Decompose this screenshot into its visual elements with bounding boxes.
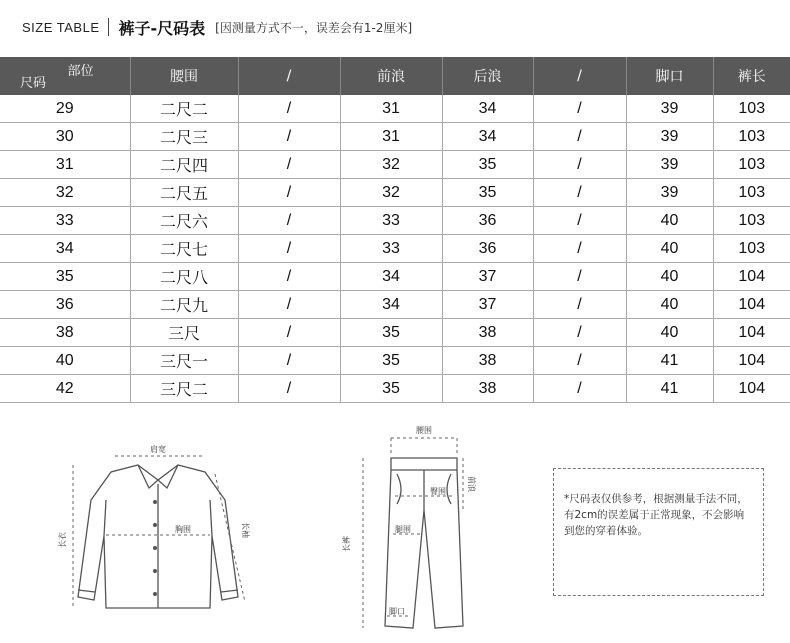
table-row [0, 207, 790, 235]
table-cell: / [238, 151, 340, 179]
shoulder-label: 肩宽 [150, 445, 166, 454]
table-cell: 103 [713, 95, 790, 123]
corner-header [0, 57, 130, 95]
waist-label: 腰围 [416, 426, 432, 435]
table-cell: 104 [713, 319, 790, 347]
table-cell: 103 [713, 207, 790, 235]
table-cell: 33 [340, 207, 442, 235]
table-cell: 34 [442, 95, 533, 123]
table-body [0, 95, 790, 403]
corner-size-label: 尺码 [20, 76, 47, 91]
header-divider [108, 18, 109, 36]
size-cell: 35 [0, 263, 130, 291]
table-cell: / [533, 123, 626, 151]
table-cell: / [533, 319, 626, 347]
table-cell: 40 [626, 319, 713, 347]
note-box [553, 468, 764, 596]
column-header: 后浪 [442, 57, 533, 95]
table-cell: / [238, 207, 340, 235]
size-cell: 33 [0, 207, 130, 235]
header-cn-title: 裤子-尺码表 [118, 18, 206, 38]
table-cell: 39 [626, 179, 713, 207]
table-cell: / [238, 95, 340, 123]
table-cell: 104 [713, 347, 790, 375]
table-cell: 41 [626, 375, 713, 403]
table-cell: / [533, 263, 626, 291]
table-cell: / [238, 179, 340, 207]
table-cell: 34 [442, 123, 533, 151]
table-cell: 103 [713, 235, 790, 263]
table-cell: / [533, 95, 626, 123]
size-cell: 42 [0, 375, 130, 403]
table-cell: 31 [340, 95, 442, 123]
shirt-outline-icon [78, 465, 238, 608]
table-cell: 35 [340, 319, 442, 347]
table-row [0, 375, 790, 403]
thigh-label: 腿围 [395, 525, 411, 534]
table-cell: 35 [340, 347, 442, 375]
table-cell: 二尺八 [130, 263, 238, 291]
table-cell: / [533, 207, 626, 235]
table-cell: 34 [340, 263, 442, 291]
table-cell: 三尺二 [130, 375, 238, 403]
table-cell: 37 [442, 263, 533, 291]
table-row [0, 235, 790, 263]
table-cell: 二尺二 [130, 95, 238, 123]
table-row [0, 179, 790, 207]
table-cell: 40 [626, 235, 713, 263]
table-header-row [0, 57, 790, 95]
shirt-diagram [55, 440, 270, 620]
table-cell: 37 [442, 291, 533, 319]
header-en-title: SIZE TABLE [22, 19, 100, 35]
table-cell: / [533, 151, 626, 179]
table-cell: 35 [442, 151, 533, 179]
column-header: 裤长 [713, 57, 790, 95]
table-cell: 二尺三 [130, 123, 238, 151]
pants-length-label: 长裤 [342, 536, 351, 552]
header-note: [因测量方式不一，误差会有1-2厘米] [215, 20, 413, 35]
corner-part-label: 部位 [67, 64, 94, 79]
table-cell: 33 [340, 235, 442, 263]
size-table [0, 57, 790, 403]
size-cell: 38 [0, 319, 130, 347]
table-cell: 二尺七 [130, 235, 238, 263]
table-cell: 103 [713, 179, 790, 207]
table-cell: 32 [340, 179, 442, 207]
pants-diagram [335, 418, 495, 638]
table-cell: / [238, 375, 340, 403]
table-cell: 39 [626, 95, 713, 123]
table-cell: 二尺六 [130, 207, 238, 235]
table-cell: 31 [340, 123, 442, 151]
table-row [0, 291, 790, 319]
table-cell: 36 [442, 235, 533, 263]
size-cell: 30 [0, 123, 130, 151]
table-row [0, 263, 790, 291]
table-cell: 41 [626, 347, 713, 375]
column-header: 腰围 [130, 57, 238, 95]
table-cell: / [238, 347, 340, 375]
size-cell: 32 [0, 179, 130, 207]
size-cell: 29 [0, 95, 130, 123]
chest-label: 胸围 [175, 525, 191, 534]
page-header [22, 14, 412, 40]
size-cell: 40 [0, 347, 130, 375]
table-cell: 三尺 [130, 319, 238, 347]
pants-outline-icon [385, 458, 463, 628]
table-row [0, 123, 790, 151]
table-row [0, 95, 790, 123]
table-cell: / [533, 179, 626, 207]
table-cell: 二尺五 [130, 179, 238, 207]
table-cell: 35 [442, 179, 533, 207]
size-cell: 36 [0, 291, 130, 319]
table-cell: 二尺四 [130, 151, 238, 179]
table-cell: 40 [626, 263, 713, 291]
table-cell: 103 [713, 123, 790, 151]
front-rise-label: 前浪 [467, 476, 476, 492]
table-cell: / [238, 123, 340, 151]
table-cell: 38 [442, 347, 533, 375]
table-cell: / [533, 291, 626, 319]
column-header: 脚口 [626, 57, 713, 95]
table-cell: 36 [442, 207, 533, 235]
table-cell: 39 [626, 151, 713, 179]
shirt-length-label: 长衣 [58, 532, 67, 548]
table-cell: / [238, 263, 340, 291]
column-header: / [533, 57, 626, 95]
table-cell: 38 [442, 375, 533, 403]
table-row [0, 151, 790, 179]
table-cell: / [238, 235, 340, 263]
column-header: / [238, 57, 340, 95]
leg-opening-label: 脚口 [389, 607, 405, 616]
table-row [0, 319, 790, 347]
note-text: *尺码表仅供参考，根据测量手法不同，有2cm的误差属于正常现象，不会影响到您的穿着体验。 [564, 493, 748, 537]
table-cell: 40 [626, 291, 713, 319]
table-cell: 32 [340, 151, 442, 179]
table-cell: / [238, 319, 340, 347]
table-cell: 104 [713, 291, 790, 319]
table-cell: 三尺一 [130, 347, 238, 375]
table-cell: 35 [340, 375, 442, 403]
table-row [0, 347, 790, 375]
table-cell: / [533, 375, 626, 403]
table-cell: / [238, 291, 340, 319]
table-cell: 38 [442, 319, 533, 347]
table-cell: 104 [713, 263, 790, 291]
table-cell: 34 [340, 291, 442, 319]
table-cell: / [533, 235, 626, 263]
hip-label: 臀围 [430, 487, 446, 496]
sleeve-label: 长袖 [241, 522, 250, 538]
table-cell: 104 [713, 375, 790, 403]
table-cell: 40 [626, 207, 713, 235]
size-cell: 31 [0, 151, 130, 179]
table-cell: 103 [713, 151, 790, 179]
table-cell: 二尺九 [130, 291, 238, 319]
table-cell: 39 [626, 123, 713, 151]
size-cell: 34 [0, 235, 130, 263]
column-header: 前浪 [340, 57, 442, 95]
table-cell: / [533, 347, 626, 375]
